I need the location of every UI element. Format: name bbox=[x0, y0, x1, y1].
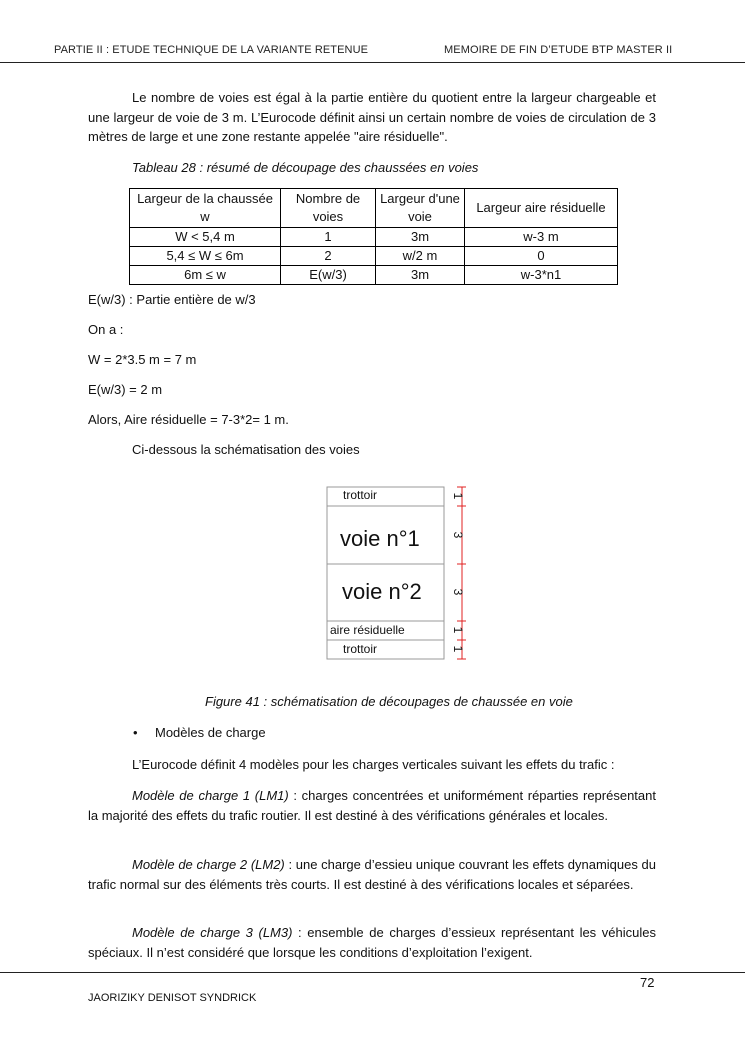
page-number: 72 bbox=[640, 975, 655, 990]
table-cell: w/2 m bbox=[376, 247, 465, 266]
on-a-line: On a : bbox=[88, 322, 124, 337]
table-header-cell: Largeur de la chaussée w bbox=[130, 189, 281, 228]
diagram-label-voie-2: voie n°2 bbox=[342, 579, 422, 604]
lm2-paragraph bbox=[88, 855, 656, 894]
table-cell: 1 bbox=[281, 228, 376, 247]
lm3-title: Modèle de charge 3 (LM3) bbox=[132, 925, 293, 940]
table-row bbox=[130, 228, 618, 247]
diagram-label-trottoir-top: trottoir bbox=[343, 488, 378, 502]
table-cell: 2 bbox=[281, 247, 376, 266]
header-rule bbox=[0, 62, 745, 63]
dimension-value: 1 bbox=[451, 492, 465, 500]
table-cell: 6m ≤ w bbox=[130, 266, 281, 285]
ew3-value-line: E(w/3) = 2 m bbox=[88, 382, 163, 397]
bullet-icon: • bbox=[133, 725, 138, 740]
lm2-text: : une charge d’essieu unique couvrant les effets dynamiques du trafic normal sur des éléments très courts. Il est destiné à des vérifications locales et séparées. bbox=[88, 857, 656, 892]
table-header-cell: Largeur aire résiduelle bbox=[465, 189, 618, 228]
lm2-title: Modèle de charge 2 (LM2) bbox=[132, 857, 285, 872]
header-right: MEMOIRE DE FIN D’ETUDE BTP MASTER II bbox=[444, 44, 673, 56]
lm3-paragraph bbox=[88, 923, 656, 962]
ci-dessous-line: Ci-dessous la schématisation des voies bbox=[132, 442, 360, 457]
bullet-text: Modèles de charge bbox=[155, 725, 266, 740]
footer-author: JAORIZIKY DENISOT SYNDRICK bbox=[88, 992, 257, 1004]
dimension-value: 1 bbox=[451, 645, 465, 653]
ew3-definition: E(w/3) : Partie entière de w/3 bbox=[88, 292, 256, 307]
diagram-label-voie-1: voie n°1 bbox=[340, 526, 420, 551]
lm1-text: : charges concentrées et uniformément réparties représentant la majorité des effets du trafic routier. Il est destiné à des vérifications générales et locales. bbox=[88, 788, 656, 823]
table-cell: w-3 m bbox=[465, 228, 618, 247]
intro-paragraph: Le nombre de voies est égal à la partie entière du quotient entre la largeur chargeable et une largeur de voie de 3 m. L’Eurocode définit ainsi un certain nombre de voies de circulation de 3 mètres de large et une zone restante appelée "aire résiduelle". bbox=[88, 90, 656, 144]
table-cell: w-3*n1 bbox=[465, 266, 618, 285]
table-cell: 3m bbox=[376, 228, 465, 247]
footer-rule bbox=[0, 972, 745, 973]
table-row bbox=[130, 247, 618, 266]
dimension-value: 1 bbox=[451, 626, 465, 634]
table-cell: 0 bbox=[465, 247, 618, 266]
table-cell: W < 5,4 m bbox=[130, 228, 281, 247]
lm1-paragraph bbox=[88, 786, 656, 825]
table-header-cell: Nombre de voies bbox=[281, 189, 376, 228]
lm1-title: Modèle de charge 1 (LM1) bbox=[132, 788, 289, 803]
table-cell: 3m bbox=[376, 266, 465, 285]
table-cell: 5,4 ≤ W ≤ 6m bbox=[130, 247, 281, 266]
figure-caption: Figure 41 : schématisation de découpages de chaussée en voie bbox=[205, 694, 573, 709]
dimension-value: 3 bbox=[451, 588, 465, 596]
table-header-row bbox=[130, 189, 618, 228]
header-left: PARTIE II : ETUDE TECHNIQUE DE LA VARIANTE RETENUE bbox=[54, 44, 369, 56]
intro-block bbox=[88, 88, 656, 147]
lane-diagram bbox=[320, 480, 470, 665]
table-cell: E(w/3) bbox=[281, 266, 376, 285]
aire-residuelle-line: Alors, Aire résiduelle = 7-3*2= 1 m. bbox=[88, 412, 289, 427]
table-header-cell: Largeur d'une voie bbox=[376, 189, 465, 228]
table-caption: Tableau 28 : résumé de découpage des chaussées en voies bbox=[132, 160, 479, 175]
lm3-text: : ensemble de charges d’essieux représentant les véhicules spéciaux. Il n’est considéré que lorsque les conditions d’exploitation l’exigent. bbox=[88, 925, 656, 960]
table-row bbox=[130, 266, 618, 285]
w-calc-line: W = 2*3.5 m = 7 m bbox=[88, 352, 197, 367]
eurocode-paragraph: L’Eurocode définit 4 modèles pour les charges verticales suivant les effets du trafic : bbox=[132, 757, 615, 772]
lane-table bbox=[129, 188, 618, 285]
diagram-label-trottoir-bottom: trottoir bbox=[343, 642, 378, 656]
bullet-item bbox=[133, 725, 266, 740]
diagram-label-aire-residuelle: aire résiduelle bbox=[330, 623, 405, 637]
dimension-value: 3 bbox=[451, 531, 465, 539]
